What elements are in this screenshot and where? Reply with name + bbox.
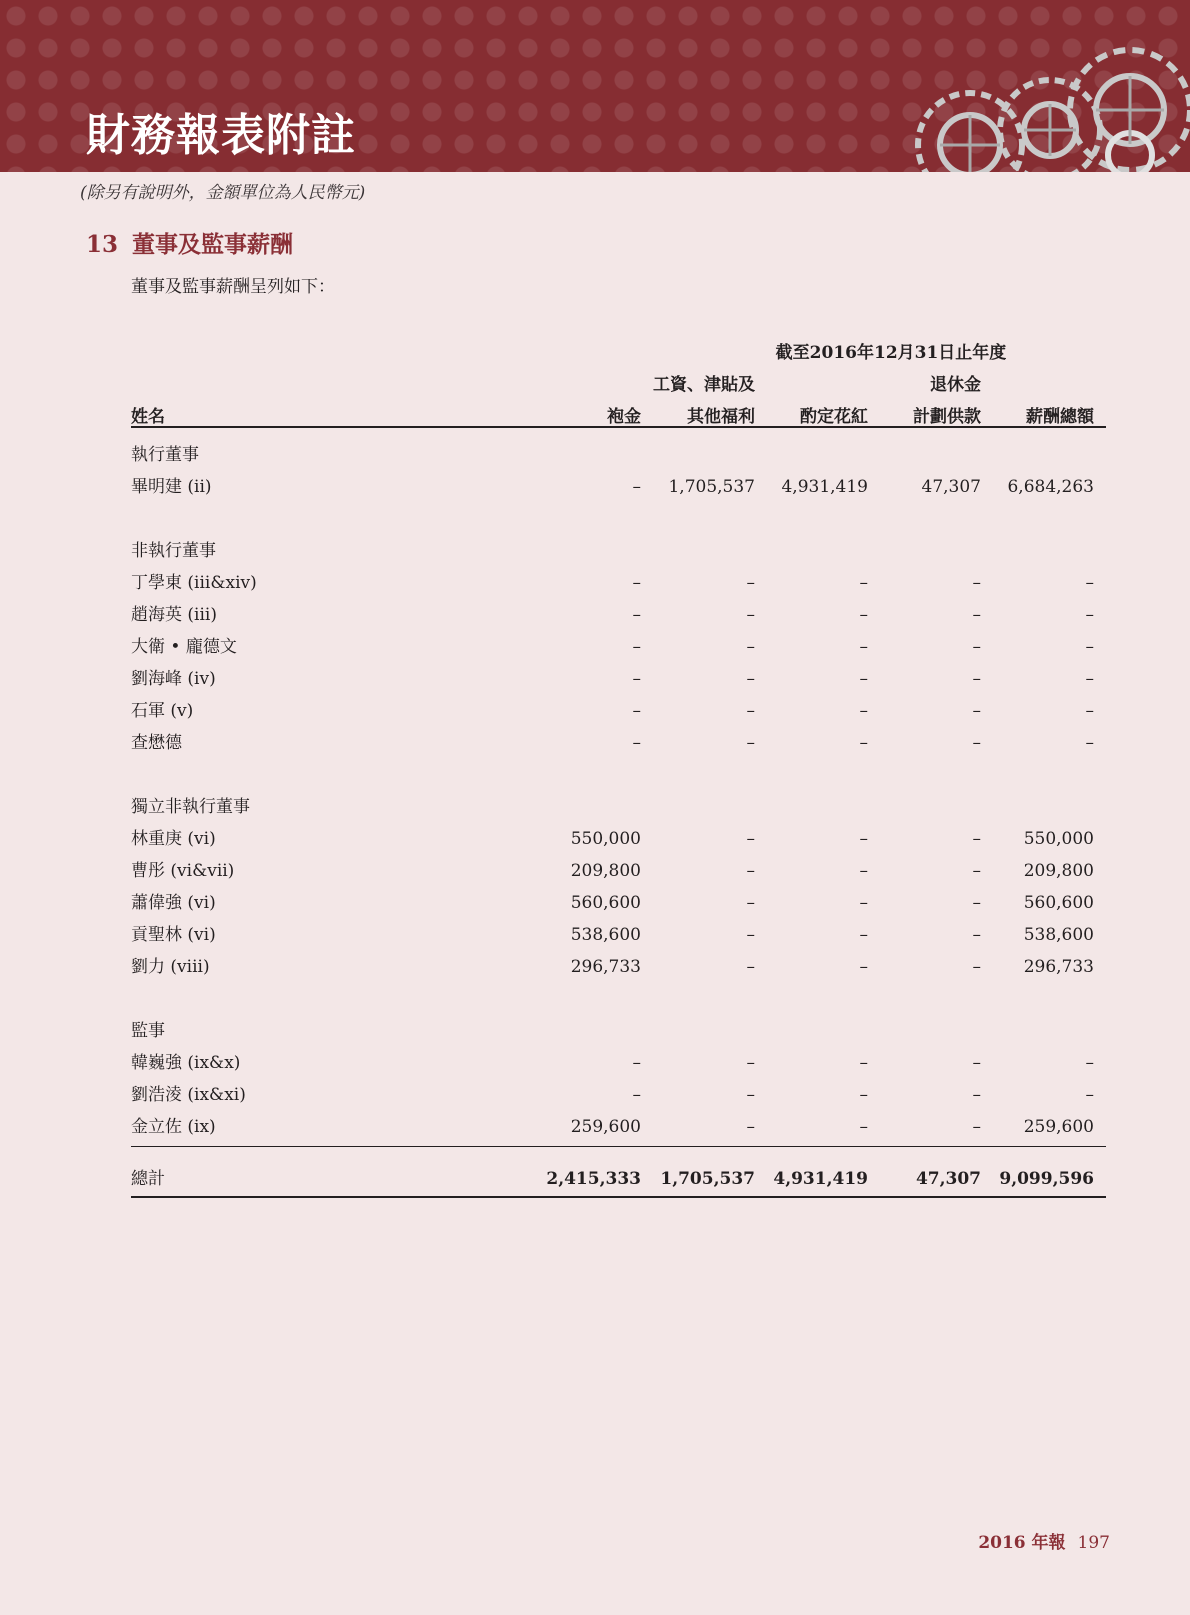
column-header-pension: 計劃供款 <box>913 407 981 427</box>
amount-cell: – <box>746 637 755 657</box>
total-amount-cell: 47,307 <box>915 1169 981 1189</box>
amount-cell: – <box>859 701 868 721</box>
amount-cell: – <box>859 605 868 625</box>
amount-cell: – <box>632 733 641 753</box>
column-header-fees: 袍金 <box>607 407 641 427</box>
amount-cell: – <box>746 925 755 945</box>
amount-cell: – <box>859 925 868 945</box>
amount-cell: – <box>746 861 755 881</box>
amount-cell: – <box>632 477 641 497</box>
amount-cell: – <box>746 1053 755 1073</box>
total-amount-cell: 9,099,596 <box>999 1169 1094 1189</box>
amount-cell: – <box>972 701 981 721</box>
total-label: 總計 <box>131 1169 165 1189</box>
name-column-header: 姓名 <box>131 407 165 427</box>
page-number: 197 <box>1077 1533 1110 1553</box>
amount-cell: – <box>972 637 981 657</box>
director-name: 趙海英 (iii) <box>131 605 217 625</box>
table-row <box>131 824 1106 854</box>
amount-cell: 296,733 <box>570 957 641 977</box>
amount-cell: – <box>859 573 868 593</box>
amount-cell: 209,800 <box>1023 861 1094 881</box>
amount-cell: – <box>632 1053 641 1073</box>
amount-cell: – <box>1085 733 1094 753</box>
amount-cell: – <box>746 1085 755 1105</box>
amount-cell: – <box>746 893 755 913</box>
amount-cell: – <box>972 893 981 913</box>
period-header: 截至2016年12月31日止年度 <box>775 343 1007 363</box>
amount-cell: – <box>746 605 755 625</box>
amount-cell: – <box>1085 669 1094 689</box>
amount-cell: 259,600 <box>1023 1117 1094 1137</box>
director-name: 劉海峰 (iv) <box>131 669 216 689</box>
table-row <box>131 472 1106 502</box>
director-name: 石軍 (v) <box>131 701 194 721</box>
amount-cell: – <box>859 1117 868 1137</box>
amount-cell: 4,931,419 <box>781 477 868 497</box>
header-banner <box>0 0 1190 172</box>
total-row <box>131 1164 1106 1194</box>
director-name: 蕭偉強 (vi) <box>131 893 216 913</box>
table-row <box>131 632 1106 662</box>
page-title: 財務報表附註 <box>86 110 356 161</box>
total-rule-bottom <box>131 1196 1106 1198</box>
amount-cell: – <box>972 1053 981 1073</box>
amount-cell: – <box>859 861 868 881</box>
amount-cell: – <box>1085 637 1094 657</box>
amount-cell: – <box>972 605 981 625</box>
amount-cell: – <box>972 1085 981 1105</box>
amount-cell: – <box>746 1117 755 1137</box>
amount-cell: – <box>1085 1085 1094 1105</box>
report-name: 2016 年報 <box>978 1533 1066 1553</box>
amount-cell: – <box>972 1117 981 1137</box>
amount-cell: 209,800 <box>570 861 641 881</box>
amount-cell: – <box>746 701 755 721</box>
amount-cell: – <box>972 573 981 593</box>
section-number: 13 <box>86 231 119 258</box>
amount-cell: 560,600 <box>1023 893 1094 913</box>
column-header-total: 薪酬總額 <box>1026 407 1094 427</box>
table-row <box>131 888 1106 918</box>
amount-cell: – <box>859 829 868 849</box>
amount-cell: 538,600 <box>1023 925 1094 945</box>
amount-cell: – <box>859 733 868 753</box>
amount-cell: – <box>859 637 868 657</box>
amount-cell: 538,600 <box>570 925 641 945</box>
column-header-line1: 工資、津貼及 <box>653 375 755 395</box>
director-name: 金立佐 (ix) <box>131 1117 216 1137</box>
amount-cell: 259,600 <box>570 1117 641 1137</box>
amount-cell: – <box>632 1085 641 1105</box>
total-amount-cell: 4,931,419 <box>773 1169 868 1189</box>
section-heading <box>86 226 293 259</box>
table-row <box>131 1112 1106 1142</box>
table-row <box>131 728 1106 758</box>
group-label: 獨立非執行董事 <box>131 797 250 817</box>
director-name: 劉浩淩 (ix&xi) <box>131 1085 246 1105</box>
group-label: 非執行董事 <box>131 541 216 561</box>
amount-cell: – <box>746 957 755 977</box>
amount-cell: 47,307 <box>921 477 981 497</box>
amount-cell: – <box>972 861 981 881</box>
amount-cell: – <box>746 733 755 753</box>
amount-cell: – <box>972 669 981 689</box>
amount-cell: – <box>972 957 981 977</box>
amount-cell: 550,000 <box>1023 829 1094 849</box>
amount-cell: – <box>859 669 868 689</box>
column-header-salaries: 其他福利 <box>687 407 755 427</box>
amount-cell: – <box>1085 605 1094 625</box>
director-name: 劉力 (viii) <box>131 957 210 977</box>
director-name: 查懋德 <box>131 733 182 753</box>
total-rule-top <box>131 1146 1106 1147</box>
amount-cell: – <box>859 893 868 913</box>
director-name: 畢明建 (ii) <box>131 477 212 497</box>
amount-cell: – <box>859 1085 868 1105</box>
director-name: 貢聖林 (vi) <box>131 925 216 945</box>
director-name: 曹彤 (vi&vii) <box>131 861 235 881</box>
amount-cell: – <box>972 829 981 849</box>
header-rule <box>131 426 1106 428</box>
amount-cell: – <box>972 925 981 945</box>
group-label: 執行董事 <box>131 445 199 465</box>
amount-cell: – <box>1085 701 1094 721</box>
column-header-bonus: 酌定花紅 <box>800 407 868 427</box>
amount-cell: – <box>632 701 641 721</box>
amount-cell: – <box>859 957 868 977</box>
table-row <box>131 856 1106 886</box>
amount-cell: 296,733 <box>1023 957 1094 977</box>
gears-icon <box>900 40 1190 172</box>
table-row <box>131 600 1106 630</box>
amount-cell: 1,705,537 <box>668 477 755 497</box>
currency-note: (除另有說明外，金額單位為人民幣元) <box>80 183 366 203</box>
table-row <box>131 952 1106 982</box>
amount-cell: – <box>632 637 641 657</box>
amount-cell: 550,000 <box>570 829 641 849</box>
amount-cell: – <box>1085 1053 1094 1073</box>
table-row <box>131 920 1106 950</box>
amount-cell: – <box>746 669 755 689</box>
director-name: 林重庚 (vi) <box>131 829 216 849</box>
director-name: 丁學東 (iii&xiv) <box>131 573 257 593</box>
amount-cell: – <box>746 829 755 849</box>
page-footer <box>978 1528 1110 1553</box>
table-row <box>131 568 1106 598</box>
table-row <box>131 1080 1106 1110</box>
total-amount-cell: 2,415,333 <box>546 1169 641 1189</box>
amount-cell: – <box>972 733 981 753</box>
amount-cell: 6,684,263 <box>1007 477 1094 497</box>
amount-cell: – <box>1085 573 1094 593</box>
amount-cell: – <box>632 605 641 625</box>
table-row <box>131 1048 1106 1078</box>
amount-cell: – <box>859 1053 868 1073</box>
amount-cell: – <box>746 573 755 593</box>
director-name: 大衛 • 龐德文 <box>131 637 237 657</box>
table-row <box>131 696 1106 726</box>
section-title: 董事及監事薪酬 <box>132 231 293 258</box>
amount-cell: 560,600 <box>570 893 641 913</box>
total-amount-cell: 1,705,537 <box>660 1169 755 1189</box>
column-header-line1: 退休金 <box>930 375 981 395</box>
table-row <box>131 664 1106 694</box>
amount-cell: – <box>632 669 641 689</box>
amount-cell: – <box>632 573 641 593</box>
director-name: 韓巍強 (ix&x) <box>131 1053 241 1073</box>
group-label: 監事 <box>131 1021 165 1041</box>
section-intro: 董事及監事薪酬呈列如下： <box>131 277 335 297</box>
